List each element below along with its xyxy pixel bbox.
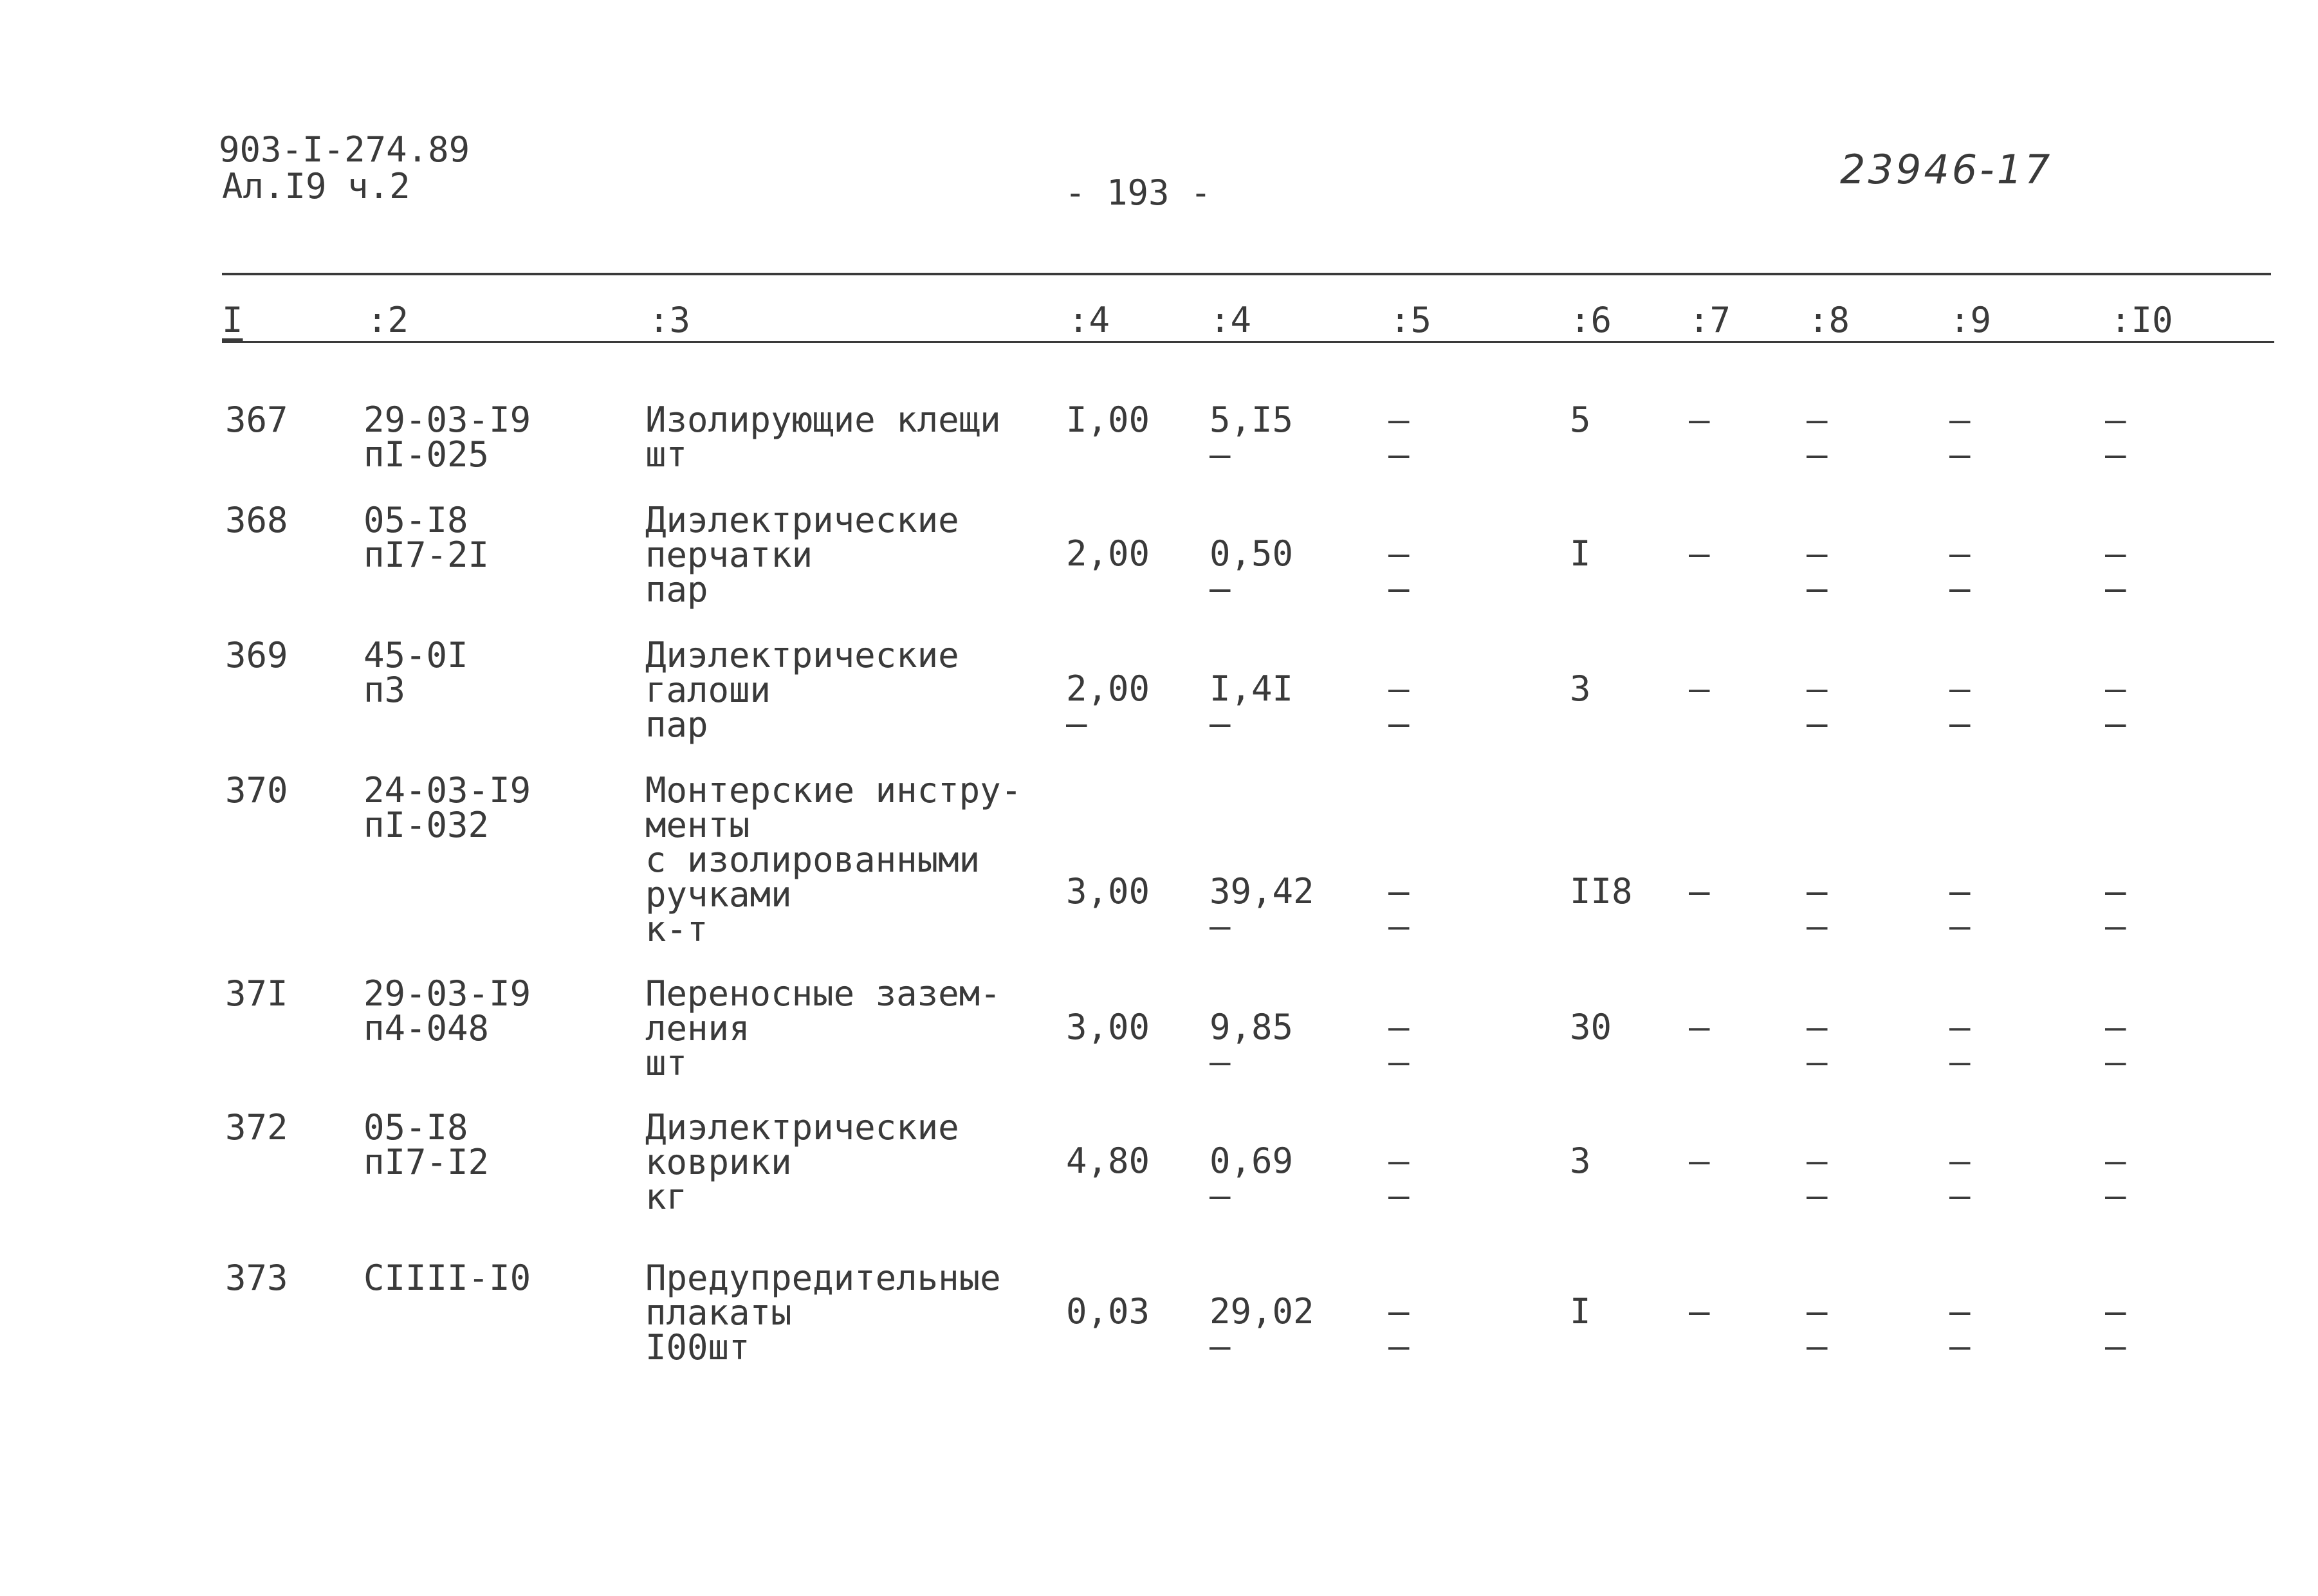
row-c9: – – (1949, 871, 1971, 946)
row-c6: I (1570, 1291, 1591, 1332)
row-c6: I (1570, 533, 1591, 574)
row-c10: – – (2105, 1291, 2126, 1366)
row-c8: – – (1807, 533, 1828, 609)
row-c4a: 4,80 (1066, 1141, 1150, 1181)
row-c7: – (1689, 1291, 1710, 1332)
column-header-6: :6 (1570, 300, 1612, 340)
row-c8: – – (1807, 1007, 1828, 1082)
row-number: 369 (225, 635, 288, 675)
row-c7: – (1689, 533, 1710, 574)
row-c4b: 0,69 – (1210, 1141, 1294, 1216)
column-header-1: I (222, 300, 243, 340)
row-c6: II8 (1570, 871, 1633, 912)
row-code: 05-I8 пI7-2I (363, 500, 490, 575)
row-number: 368 (225, 500, 288, 540)
row-c4b: 39,42 – (1210, 871, 1314, 946)
row-c4a: 2,00 (1066, 533, 1150, 574)
row-c5: – – (1388, 668, 1410, 744)
row-c8: – – (1807, 668, 1828, 744)
column-header-7: :7 (1689, 300, 1731, 340)
row-c5: – – (1388, 871, 1410, 946)
row-code: 45-0I п3 (363, 635, 468, 710)
row-name: Диэлектрические галоши пар (645, 635, 959, 745)
row-c4b: I,4I – (1210, 668, 1294, 744)
row-code: 24-03-I9 пI-032 (363, 770, 531, 845)
row-c5: – – (1388, 533, 1410, 609)
row-code: 05-I8 пI7-I2 (363, 1107, 490, 1182)
row-name: Монтерские инстру- менты с изолированными ручками к-т (645, 770, 1022, 949)
row-c4b: 9,85 – (1210, 1007, 1294, 1082)
row-c8: – – (1807, 399, 1828, 475)
column-header-8: :8 (1808, 300, 1850, 340)
column-header-3: :3 (648, 300, 691, 340)
row-c10: – – (2105, 533, 2126, 609)
column-header-5: :5 (1390, 300, 1432, 340)
row-c7: – (1689, 871, 1710, 912)
row-c10: – – (2105, 1007, 2126, 1082)
row-name: Переносные зазем- ления шт (645, 973, 1001, 1083)
column-header-4b: :4 (1210, 300, 1252, 340)
row-c6: 3 (1570, 1141, 1591, 1181)
row-c9: – – (1949, 1141, 1971, 1216)
row-c5: – – (1388, 1007, 1410, 1082)
row-c8: – – (1807, 871, 1828, 946)
row-c5: – – (1388, 1291, 1410, 1366)
row-c9: – – (1949, 668, 1971, 744)
top-rule (222, 273, 2271, 275)
row-c10: – – (2105, 1141, 2126, 1216)
row-number: 367 (225, 399, 288, 440)
row-c5: – – (1388, 399, 1410, 475)
row-c4a: 2,00 – (1066, 668, 1150, 744)
row-c8: – – (1807, 1141, 1828, 1216)
row-code: 29-03-I9 пI-025 (363, 399, 531, 475)
album-label: Ал.I9 ч.2 (222, 166, 410, 206)
row-c9: – – (1949, 1291, 1971, 1366)
row-c4a: I,00 (1066, 399, 1150, 440)
row-c5: – – (1388, 1141, 1410, 1216)
row-name: Предупредительные плакаты I00шт (645, 1258, 1001, 1368)
column-header-9: :9 (1949, 300, 1992, 340)
row-c10: – – (2105, 668, 2126, 744)
row-number: 37I (225, 973, 288, 1014)
row-c7: – (1689, 1141, 1710, 1181)
column-header-2: :2 (367, 300, 409, 340)
row-c6: 30 (1570, 1007, 1612, 1047)
column-header-10: :I0 (2110, 300, 2173, 340)
row-c7: – (1689, 399, 1710, 440)
row-c4a: 0,03 (1066, 1291, 1150, 1332)
row-code: 29-03-I9 п4-048 (363, 973, 531, 1049)
row-c8: – – (1807, 1291, 1828, 1366)
row-c9: – – (1949, 533, 1971, 609)
row-number: 373 (225, 1258, 288, 1298)
row-name: Диэлектрические перчатки пар (645, 500, 959, 610)
row-c7: – (1689, 668, 1710, 709)
row-c9: – – (1949, 1007, 1971, 1082)
page-number: - 193 - (1065, 172, 1211, 213)
row-name: Изолирующие клещи шт (645, 399, 1001, 475)
row-name: Диэлектрические коврики кг (645, 1107, 959, 1217)
row-c4b: 29,02 – (1210, 1291, 1314, 1366)
row-c6: 3 (1570, 668, 1591, 709)
document-code: 903-I-274.89 (219, 129, 470, 170)
row-number: 372 (225, 1107, 288, 1148)
row-c10: – – (2105, 871, 2126, 946)
header-rule (222, 341, 2274, 343)
row-c9: – – (1949, 399, 1971, 475)
column-header-4a: :4 (1068, 300, 1110, 340)
row-c4b: 0,50 – (1210, 533, 1294, 609)
sheet-reference: 23946-17 (1840, 146, 2053, 193)
row-c10: – – (2105, 399, 2126, 475)
row-c6: 5 (1570, 399, 1591, 440)
row-code: CIIII-I0 (363, 1258, 531, 1298)
row-c7: – (1689, 1007, 1710, 1047)
row-number: 370 (225, 770, 288, 811)
row-c4b: 5,I5 – (1210, 399, 1294, 475)
row-c4a: 3,00 (1066, 871, 1150, 912)
row-c4a: 3,00 (1066, 1007, 1150, 1047)
